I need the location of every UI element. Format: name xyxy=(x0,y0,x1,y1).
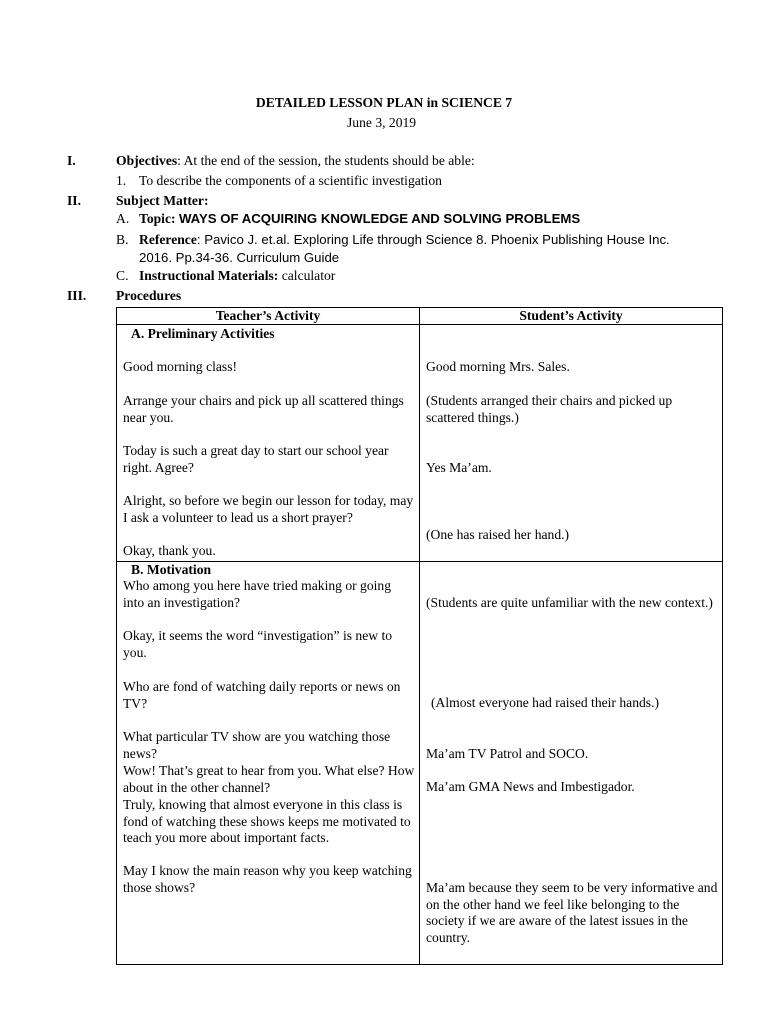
objectives-label: Objectives xyxy=(116,153,178,168)
subject-matter-label: Subject Matter: xyxy=(116,193,209,208)
preliminary-teacher-line: Alright, so before we begin our lesson for today, may I ask a volunteer to lead us a short prayer? xyxy=(123,493,414,525)
section-numeral-objectives: I. xyxy=(67,153,76,168)
topic-line xyxy=(116,211,580,228)
preliminary-student-line: (One has raised her hand.) xyxy=(426,527,570,542)
topic-separator: : xyxy=(171,211,179,226)
motivation-student-line: (Students are quite unfamiliar with the new context.) xyxy=(426,595,713,610)
materials-value: calculator xyxy=(278,268,336,283)
preliminary-student-line: (Students arranged their chairs and picked up scattered things.) xyxy=(426,393,673,425)
preliminary-section-title: A. Preliminary Activities xyxy=(131,326,275,341)
procedures-label: Procedures xyxy=(116,288,182,303)
teacher-activity-header: Teacher’s Activity xyxy=(117,308,420,325)
motivation-teacher-line: Who are fond of watching daily reports or news on TV? xyxy=(123,679,401,711)
activities-table xyxy=(116,307,723,965)
preliminary-teacher-line: Okay, thank you. xyxy=(123,543,216,558)
motivation-student-line: Ma’am TV Patrol and SOCO. xyxy=(426,746,589,761)
motivation-teacher-cell xyxy=(117,562,420,965)
document-title: DETAILED LESSON PLAN in SCIENCE 7 xyxy=(255,95,513,110)
motivation-student-line: Ma’am GMA News and Imbestigador. xyxy=(426,779,635,794)
preliminary-student-line: Yes Ma’am. xyxy=(426,460,492,475)
reference-text-1: : Pavico J. et.al. Exploring Life through Science 8. Phoenix Publishing House Inc. xyxy=(196,232,670,247)
motivation-student-cell xyxy=(420,562,723,965)
objectives-text: : At the end of the session, the students should be able: xyxy=(177,153,475,168)
reference-letter: B. xyxy=(116,232,129,247)
objective-item-text: To describe the components of a scientific investigation xyxy=(139,173,442,188)
document-date: June 3, 2019 xyxy=(347,115,417,130)
topic-value: WAYS OF ACQUIRING KNOWLEDGE AND SOLVING PROBLEMS xyxy=(178,211,581,226)
motivation-student-line: (Almost everyone had raised their hands.) xyxy=(431,695,660,710)
reference-text-2: 2016. Pp.34-36. Curriculum Guide xyxy=(139,249,340,265)
motivation-teacher-line: Okay, it seems the word “investigation” is new to you. xyxy=(123,628,393,660)
section-numeral-procedures: III. xyxy=(67,288,87,303)
reference-line-1 xyxy=(116,232,670,249)
student-activity-header: Student’s Activity xyxy=(420,308,723,325)
objective-item xyxy=(116,173,442,190)
preliminary-teacher-line: Today is such a great day to start our school year right. Agree? xyxy=(123,443,389,475)
preliminary-student-line: Good morning Mrs. Sales. xyxy=(426,359,570,374)
preliminary-teacher-line: Arrange your chairs and pick up all scattered things near you. xyxy=(123,393,404,425)
preliminary-row xyxy=(117,325,723,562)
reference-label: Reference xyxy=(139,232,197,247)
motivation-teacher-line: Wow! That’s great to hear from you. What else? How about in the other channel? xyxy=(123,763,415,795)
motivation-teacher-line: Truly, knowing that almost everyone in this class is fond of watching these shows keeps me motivated to teach you more about important facts. xyxy=(123,797,411,845)
preliminary-teacher-line: Good morning class! xyxy=(123,359,238,374)
materials-line xyxy=(116,268,335,285)
preliminary-student-cell xyxy=(420,325,723,562)
materials-letter: C. xyxy=(116,268,129,283)
section-numeral-subject-matter: II. xyxy=(67,193,81,208)
topic-letter: A. xyxy=(116,211,130,226)
motivation-teacher-line: What particular TV show are you watching those news? xyxy=(123,729,391,761)
motivation-section-title: B. Motivation xyxy=(131,562,212,577)
objective-item-number: 1. xyxy=(116,173,127,188)
motivation-row xyxy=(117,562,723,965)
table-header-row xyxy=(117,308,723,325)
motivation-teacher-line: Who among you here have tried making or going into an investigation? xyxy=(123,578,392,610)
motivation-teacher-line: May I know the main reason why you keep watching those shows? xyxy=(123,863,412,895)
reference-block xyxy=(116,232,670,266)
motivation-student-line: Ma’am because they seem to be very informative and on the other hand we feel like belonging to the society if we are aware of the latest issues in the country. xyxy=(426,880,718,945)
materials-label: Instructional Materials: xyxy=(139,268,279,283)
objectives-line xyxy=(116,153,475,170)
preliminary-teacher-cell xyxy=(117,325,420,562)
topic-label: Topic xyxy=(139,211,171,226)
